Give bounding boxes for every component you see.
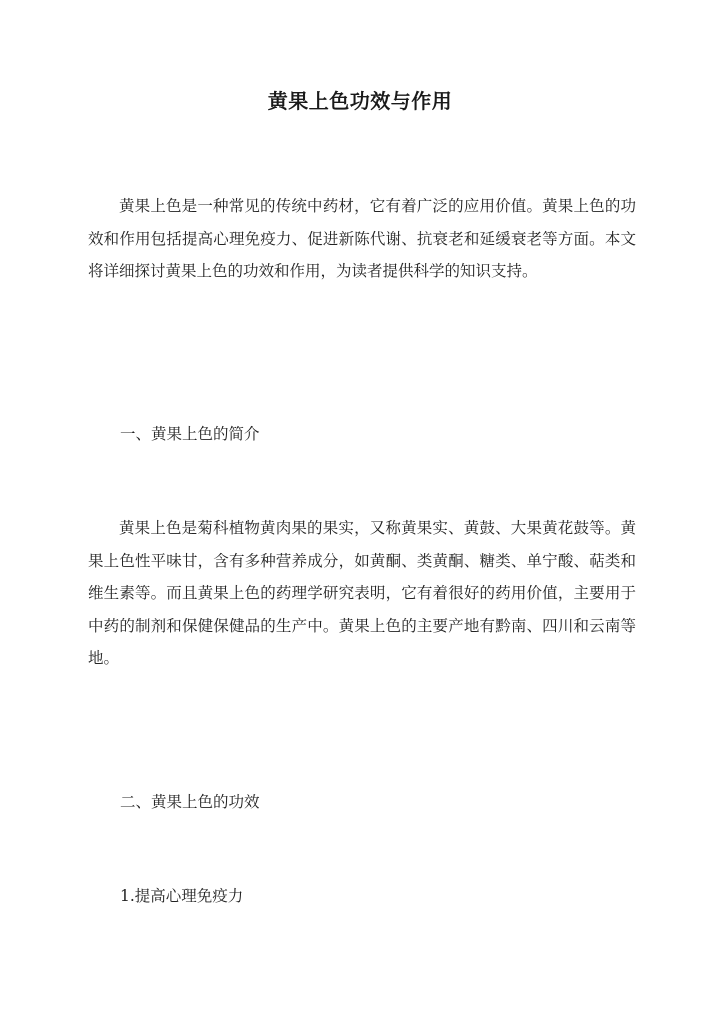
section-heading-effects: 二、黄果上色的功效 (120, 793, 260, 811)
intro-paragraph: 黄果上色是一种常见的传统中药材，它有着广泛的应用价值。黄果上色的功效和作用包括提高心理免疫力、促进新陈代谢、抗衰老和延缓衰老等方面。本文将详细探讨黄果上色的功效和作用，为读者提供科学的知识支持。 (88, 197, 636, 280)
introduction-paragraph: 黄果上色是菊科植物黄肉果的果实，又称黄果实、黄鼓、大果黄花鼓等。黄果上色性平味甘，含有多种营养成分，如黄酮、类黄酮、糖类、单宁酸、萜类和维生素等。而且黄果上色的药理学研究表明，它有着很好的药用价值，主要用于中药的制剂和保健保健品的生产中。黄果上色的主要产地有黔南、四川和云南等地。 (88, 519, 636, 667)
document-title: 黄果上色功效与作用 (267, 89, 453, 113)
subsection-heading-immunity: 1.提高心理免疫力 (120, 887, 244, 905)
section-heading-introduction: 一、黄果上色的简介 (120, 425, 260, 443)
